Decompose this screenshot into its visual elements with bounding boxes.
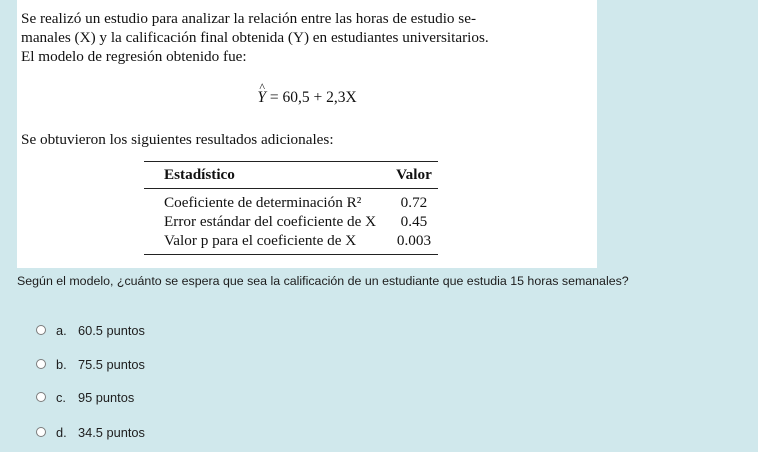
- formula-lhs: ^ Y: [257, 89, 266, 107]
- option-letter: c.: [56, 389, 66, 405]
- table-header-row: [144, 162, 438, 189]
- statement-line: manales (X) y la calificación final obtenida (Y) en estudiantes universitarios.: [21, 29, 489, 46]
- option-text[interactable]: 75.5 puntos: [78, 356, 145, 372]
- formula-rhs: = 60,5 + 2,3X: [265, 89, 357, 106]
- table-row: [144, 212, 438, 231]
- option-b[interactable]: [36, 354, 145, 374]
- header-value: Valor: [382, 162, 438, 189]
- stat-name: Valor p para el coeficiente de X: [164, 232, 357, 249]
- question-text: Según el modelo, ¿cuánto se espera que sea la calificación de un estudiante que estudia 15 horas semanales?: [17, 274, 629, 288]
- extra-results-text: Se obtuvieron los siguientes resultados adicionales:: [21, 131, 334, 148]
- stat-name: Error estándar del coeficiente de X: [164, 213, 377, 230]
- radio-button[interactable]: [36, 359, 46, 369]
- stat-value: 0.003: [396, 232, 432, 249]
- statistics-table: [144, 161, 438, 255]
- stat-value: 0.72: [400, 194, 428, 211]
- header-statistic: Estadístico: [144, 162, 382, 189]
- table-row: [144, 189, 438, 213]
- option-c[interactable]: [36, 387, 134, 407]
- option-text[interactable]: 34.5 puntos: [78, 424, 145, 440]
- radio-button[interactable]: [36, 325, 46, 335]
- question-statement-image: [17, 0, 597, 268]
- statement-line: El modelo de regresión obtenido fue:: [21, 48, 247, 65]
- option-d[interactable]: [36, 422, 145, 442]
- radio-button[interactable]: [36, 427, 46, 437]
- stat-value: 0.45: [400, 213, 428, 230]
- statement-line: Se realizó un estudio para analizar la relación entre las horas de estudio se-: [21, 10, 477, 27]
- option-text[interactable]: 95 puntos: [78, 389, 135, 405]
- option-letter: a.: [56, 322, 67, 338]
- option-text[interactable]: 60.5 puntos: [78, 322, 145, 338]
- regression-formula: [17, 89, 597, 107]
- option-letter: d.: [56, 424, 67, 440]
- statement-paragraph: [21, 9, 597, 66]
- table-row: [144, 231, 438, 255]
- radio-button[interactable]: [36, 392, 46, 402]
- stat-name: Coeficiente de determinación R²: [164, 194, 362, 211]
- option-letter: b.: [56, 356, 67, 372]
- option-a[interactable]: [36, 320, 145, 340]
